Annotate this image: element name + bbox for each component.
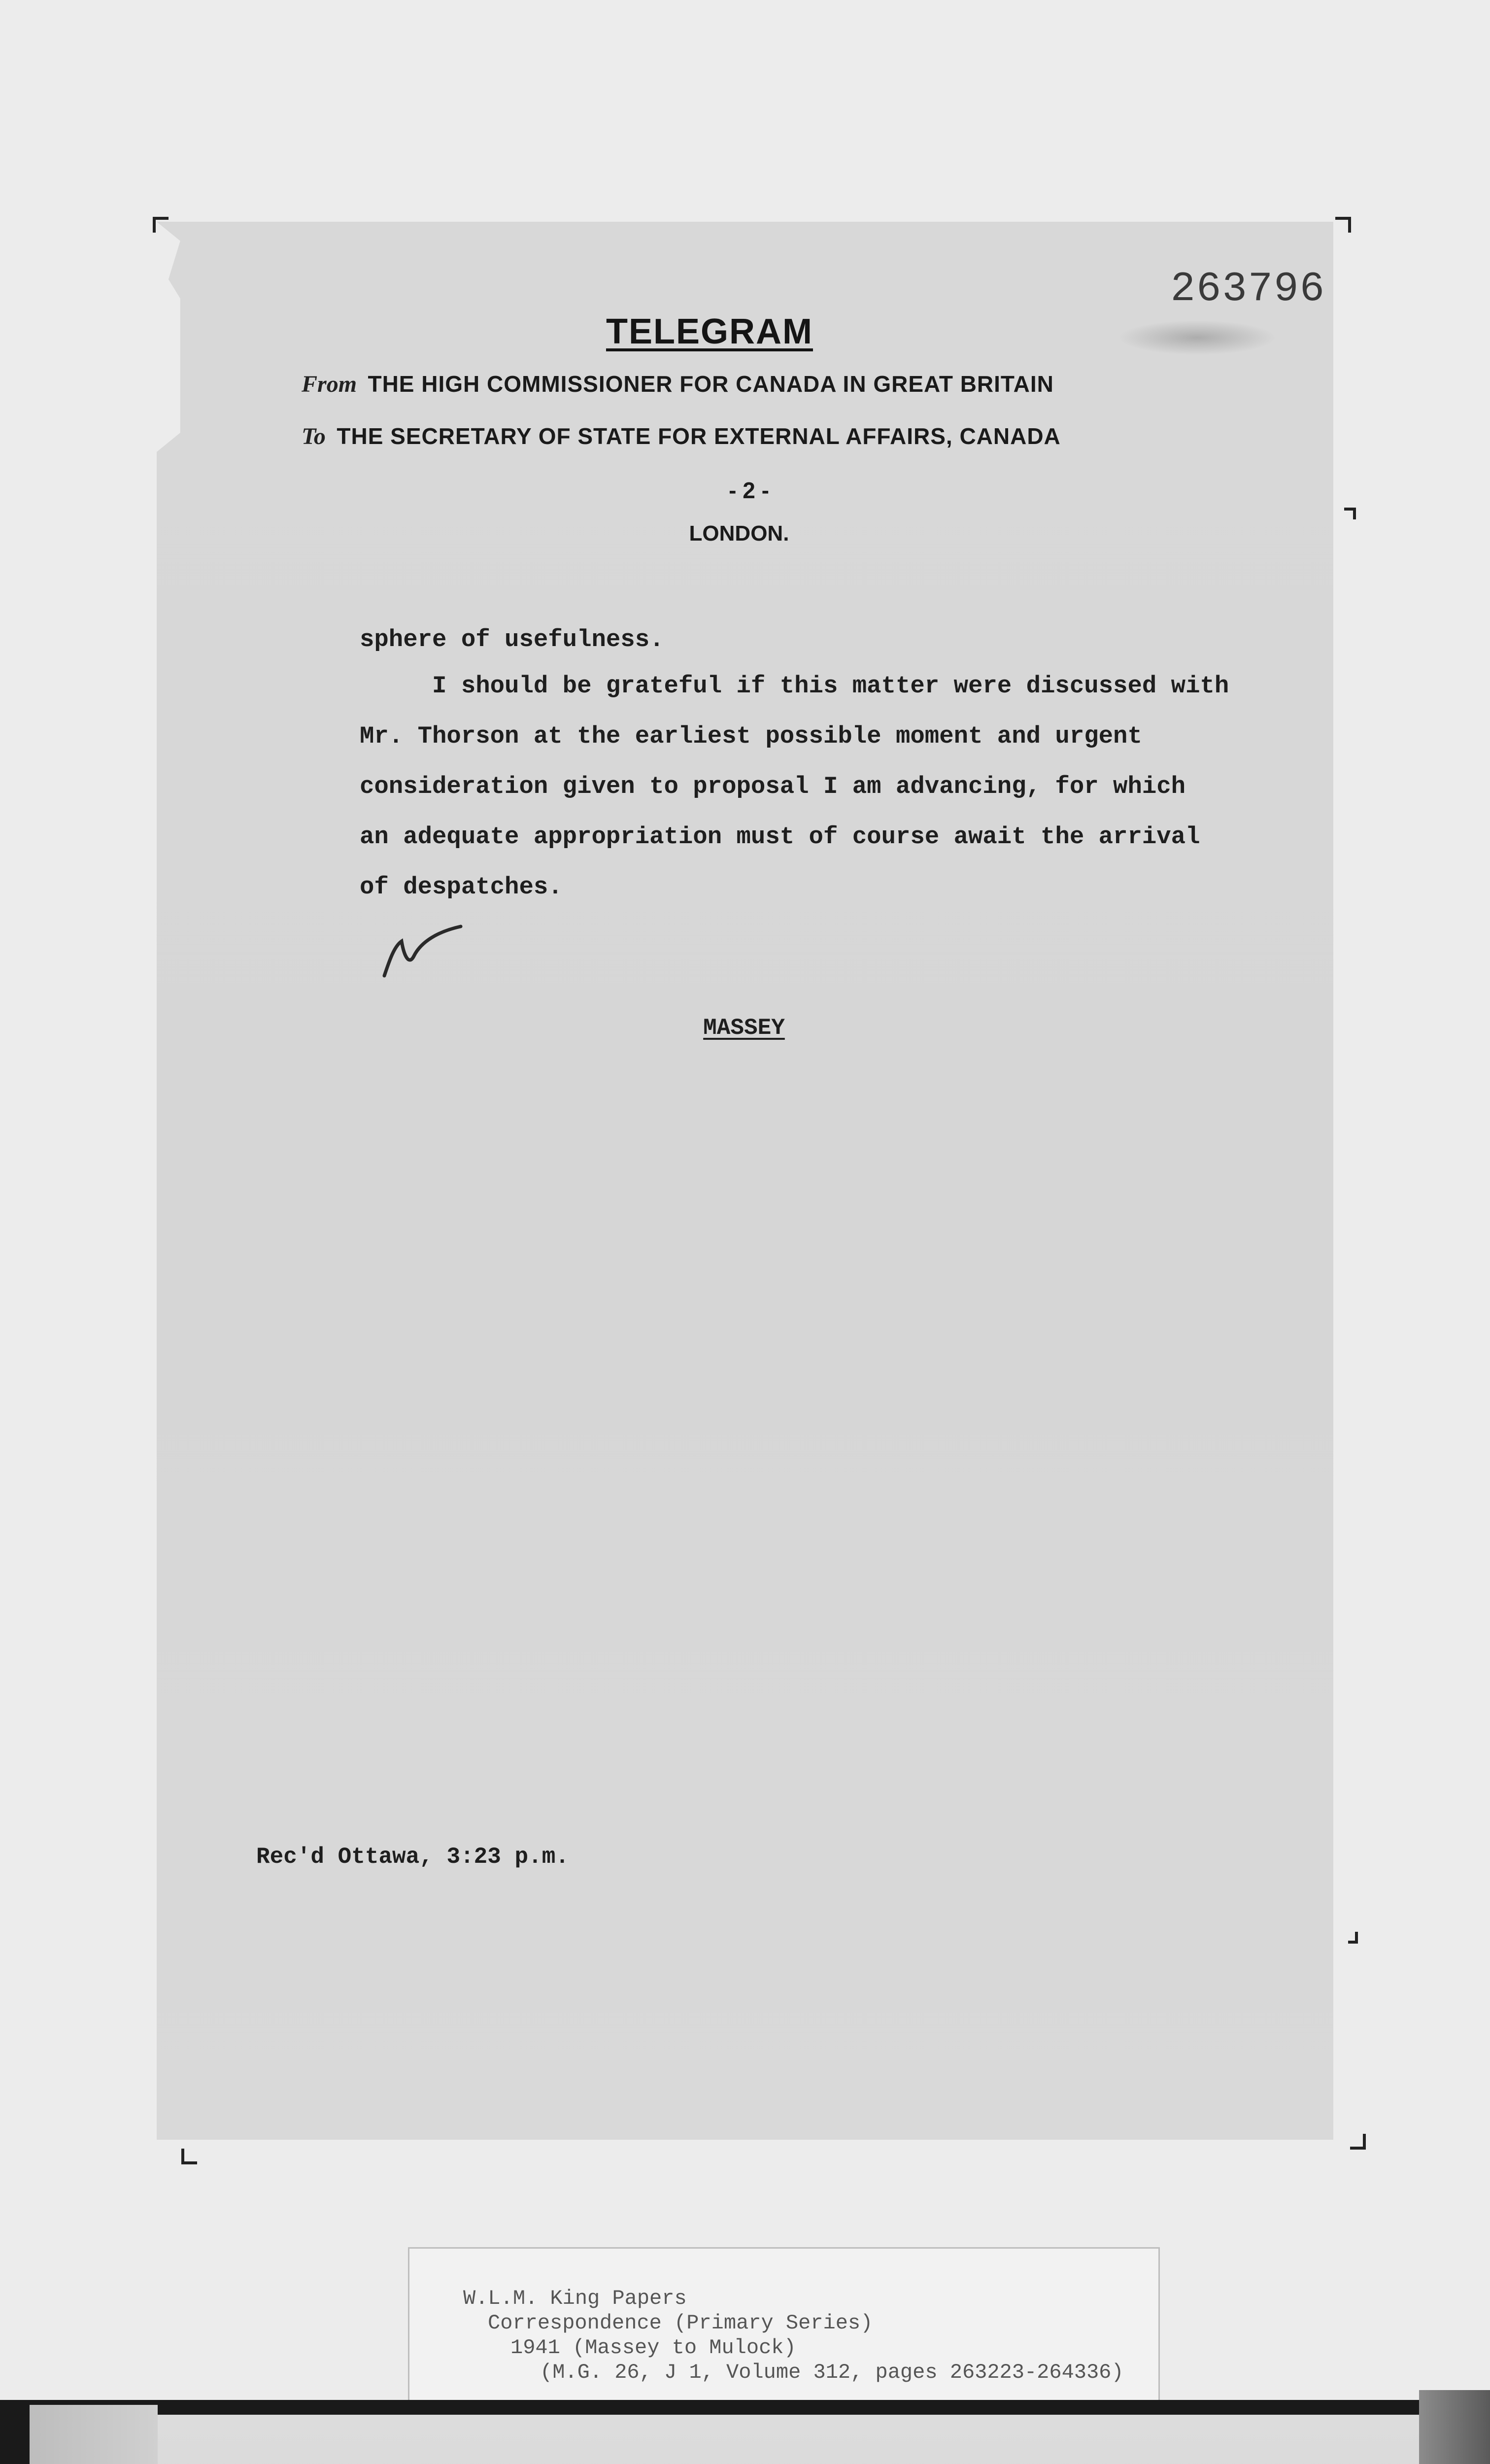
crop-mark-bottom-right [1350,2134,1366,2150]
to-line [302,423,1336,450]
crop-mark-mid-right [1344,508,1356,519]
body-line: Mr. Thorson at the earliest possible moment and urgent [360,722,1142,750]
signature: MASSEY [703,1015,785,1041]
body-line: an adequate appropriation must of course await the arrival [360,823,1200,851]
body-line: consideration given to proposal I am advancing, for which [360,773,1186,800]
crop-mark-top-right [1335,217,1351,233]
place-of-origin: LONDON. [689,521,789,546]
stamp-smudge [1118,320,1276,355]
from-line [302,371,1336,398]
page-number: - 2 - [729,478,769,503]
archives-box [158,2415,1429,2464]
body-line: of despatches. [360,873,563,901]
card-line: Correspondence (Primary Series) [488,2311,873,2335]
card-line: 1941 (Massey to Mulock) [510,2336,796,2360]
card-line: W.L.M. King Papers [463,2287,687,2310]
received-time: Rec'd Ottawa, 3:23 p.m. [256,1844,569,1870]
document-number: 263796 [1170,266,1325,313]
body-line: sphere of usefulness. [360,626,664,653]
crop-mark-bottom-left [181,2149,197,2164]
handwritten-initial [374,922,473,986]
from-label: From [302,371,357,397]
card-line: (M.G. 26, J 1, Volume 312, pages 263223-264336) [540,2361,1124,2384]
body-line: I should be grateful if this matter were discussed with [360,672,1229,700]
telegram-title: TELEGRAM [606,312,813,351]
to-label: To [302,423,326,449]
archives-box-left-edge [30,2405,158,2464]
to-value: THE SECRETARY OF STATE FOR EXTERNAL AFFAIRS, CANADA [337,423,1061,449]
from-value: THE HIGH COMMISSIONER FOR CANADA IN GREAT BRITAIN [368,371,1054,397]
archives-box-right-edge [1419,2390,1490,2464]
crop-mark-lower-right [1348,1932,1358,1944]
